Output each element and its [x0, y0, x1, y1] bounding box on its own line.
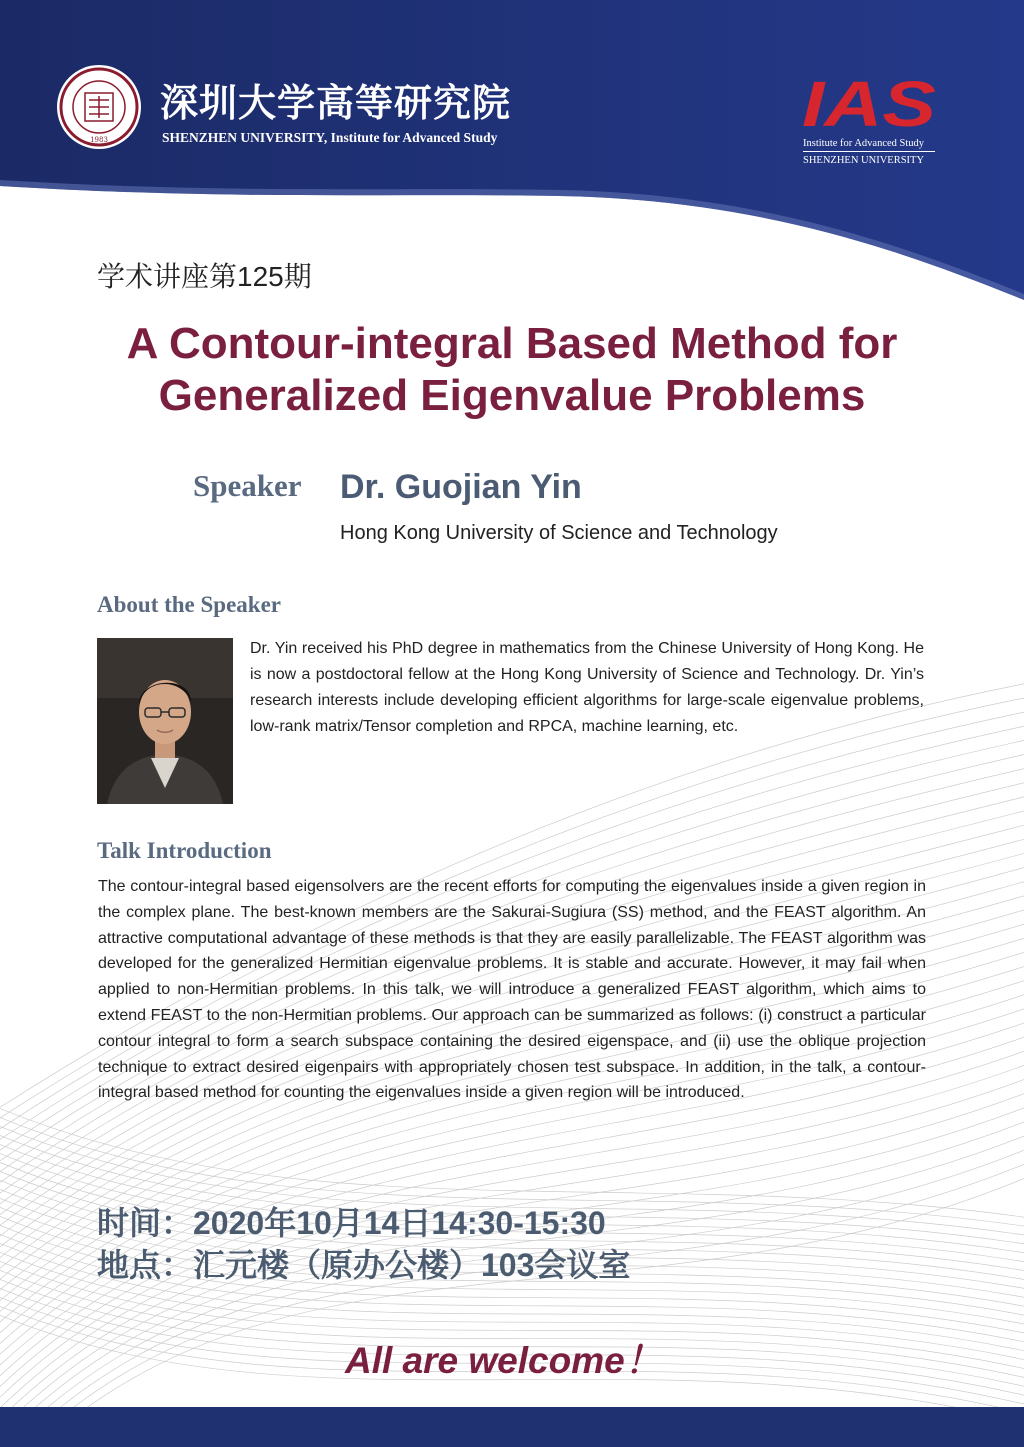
lecture-series: 学术讲座第125期 — [97, 261, 312, 292]
ias-logo — [800, 70, 940, 132]
event-time: 时间：2020年10月14日14:30-15:30 — [97, 1205, 606, 1241]
talk-title — [40, 318, 984, 422]
university-name-en: SHENZHEN UNIVERSITY, Institute for Advanced Study — [162, 130, 498, 145]
ias-university: SHENZHEN UNIVERSITY — [803, 155, 925, 166]
speaker-name: Dr. Guojian Yin — [340, 468, 582, 506]
university-name-cn: 深圳大学高等研究院 — [160, 80, 512, 125]
ias-logo-text: IAS — [802, 70, 937, 132]
ias-subtitle: Institute for Advanced Study — [803, 138, 925, 149]
talk-abstract: The contour-integral based eigensolvers are the recent efforts for computing the eigenvalues inside a given region in the complex plane. The best-known members are the Sakurai-Sugiura (SS) method, and the FEAST algorithm. An attractive computational advantage of these methods is that they are easily parallelizable. The FEAST algorithm was developed for the generalized Hermitian eigenvalue problems. It is stable and accurate. However, it may fail when applied to non-Hermitian problems. In this talk, we will introduce a generalized FEAST algorithm, which aims to extend FEAST to the non-Hermitian problems. Our approach can be summarized as follows: (i) construct a particular contour integral to form a search subspace containing the desired eigenspace, and (ii) use the oblique projection technique to extract desired eigenpairs with appropriately chosen test subspace. In addition, in the talk, a contour-integral based method for counting the eigenvalues inside a given region will be introduced. — [98, 878, 926, 1102]
talk-introduction-heading: Talk Introduction — [97, 838, 272, 863]
svg-text:1983: 1983 — [90, 136, 108, 144]
speaker-bio: Dr. Yin received his PhD degree in mathematics from the Chinese University of Hong Kong. He is now a postdoctoral fellow at the Hong Kong University of Science and Technology. Dr. Yin’s research interests include developing efficient algorithms for large-scale eigenvalue problems, low-rank matrix/Tensor completion and RPCA, machine learning, etc. — [250, 640, 924, 735]
wave-line — [0, 1142, 1024, 1447]
speaker-photo — [97, 638, 233, 804]
speaker-affiliation: Hong Kong University of Science and Technology — [340, 522, 778, 544]
talk-title-line-2: Generalized Eigenvalue Problems — [158, 371, 866, 420]
university-seal-logo — [56, 64, 142, 150]
event-place: 地点：汇元楼（原办公楼）103会议室 — [97, 1247, 631, 1283]
welcome-message: All are welcome！ — [345, 1340, 662, 1381]
about-speaker-heading: About the Speaker — [97, 592, 282, 617]
speaker-label: Speaker — [193, 468, 302, 503]
ias-divider — [803, 151, 935, 152]
talk-title-line-1: A Contour-integral Based Method for — [126, 319, 898, 368]
